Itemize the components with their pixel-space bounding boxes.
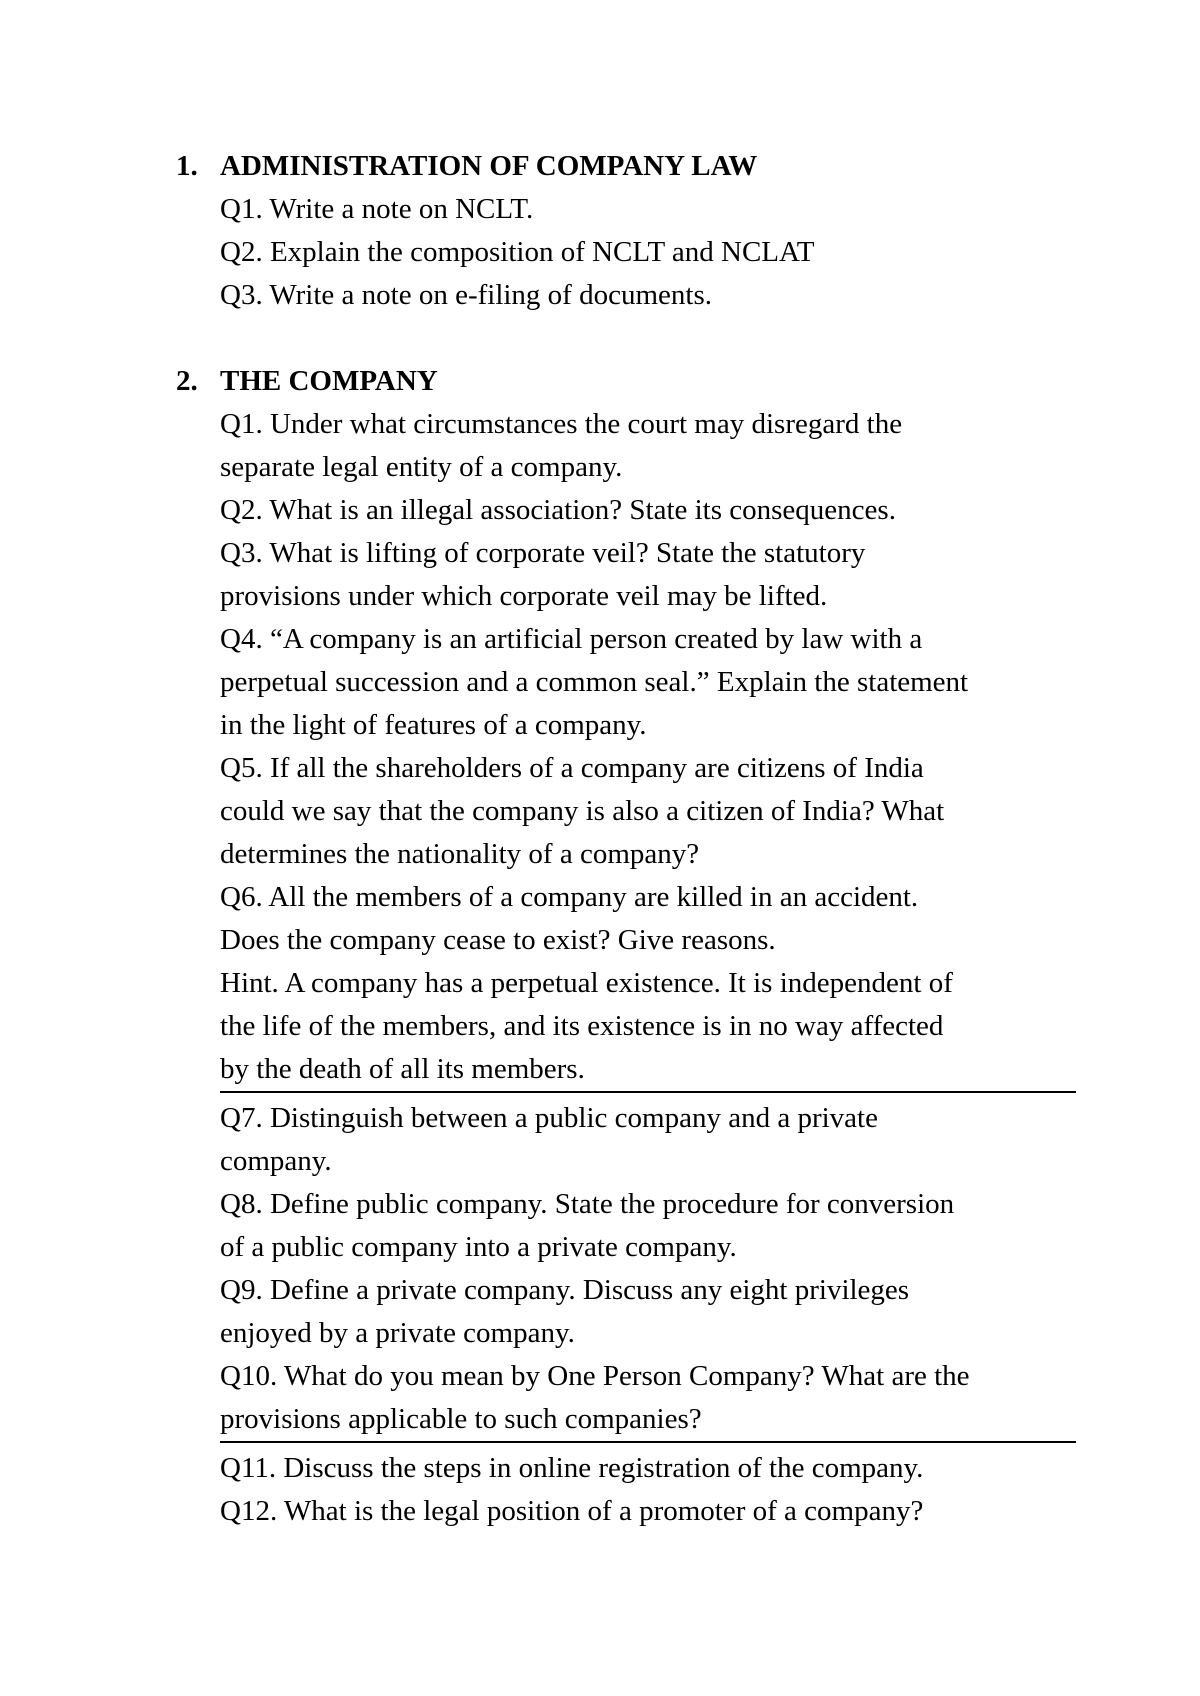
question-line: in the light of features of a company. (220, 709, 647, 741)
question-line: Q6. All the members of a company are killed in an accident. (220, 881, 919, 913)
question-line: Q12. What is the legal position of a promoter of a company? (220, 1495, 924, 1527)
question-line: enjoyed by a private company. (220, 1317, 575, 1349)
question-line: Q2. Explain the composition of NCLT and NCLAT (220, 236, 815, 268)
section-title: THE COMPANY (220, 365, 438, 397)
question-line: Q1. Under what circumstances the court may disregard the (220, 408, 903, 440)
question-line: Q9. Define a private company. Discuss any eight privileges (220, 1274, 910, 1306)
question-line: perpetual succession and a common seal.” Explain the statement (220, 666, 969, 698)
question-line: Q7. Distinguish between a public company and a private (220, 1102, 878, 1134)
question-line: Q4. “A company is an artificial person created by law with a (220, 623, 923, 655)
hint-line: by the death of all its members. (220, 1048, 1076, 1093)
question-line: separate legal entity of a company. (220, 451, 623, 483)
question-line: Q5. If all the shareholders of a company are citizens of India (220, 752, 924, 784)
question-line: Q3. What is lifting of corporate veil? State the statutory (220, 537, 866, 569)
question-line: provisions applicable to such companies? (220, 1398, 1076, 1443)
section-heading-administration (176, 145, 1076, 188)
question-line: determines the nationality of a company? (220, 838, 700, 870)
question-line: provisions under which corporate veil may be lifted. (220, 580, 828, 612)
question-list (176, 145, 1076, 1533)
section-heading-the-company (176, 360, 1076, 403)
section-spacer (176, 317, 1076, 360)
hint-line: Hint. A company has a perpetual existence. It is independent of (220, 967, 953, 999)
question-line: Q2. What is an illegal association? State its consequences. (220, 494, 896, 526)
question-line: could we say that the company is also a citizen of India? What (220, 795, 945, 827)
question-line: Q3. Write a note on e-filing of documents. (220, 279, 712, 311)
question-line: of a public company into a private company. (220, 1231, 737, 1263)
section-number: 2. (176, 365, 198, 397)
section-title: ADMINISTRATION OF COMPANY LAW (220, 150, 758, 182)
question-line: company. (220, 1145, 332, 1177)
question-line: Q10. What do you mean by One Person Company? What are the (220, 1360, 970, 1392)
section-number: 1. (176, 150, 198, 182)
question-line: Q8. Define public company. State the procedure for conversion (220, 1188, 955, 1220)
question-line: Q11. Discuss the steps in online registration of the company. (220, 1452, 924, 1484)
question-line: Q1. Write a note on NCLT. (220, 193, 534, 225)
question-line: Does the company cease to exist? Give reasons. (220, 924, 776, 956)
hint-line: the life of the members, and its existence is in no way affected (220, 1010, 944, 1042)
